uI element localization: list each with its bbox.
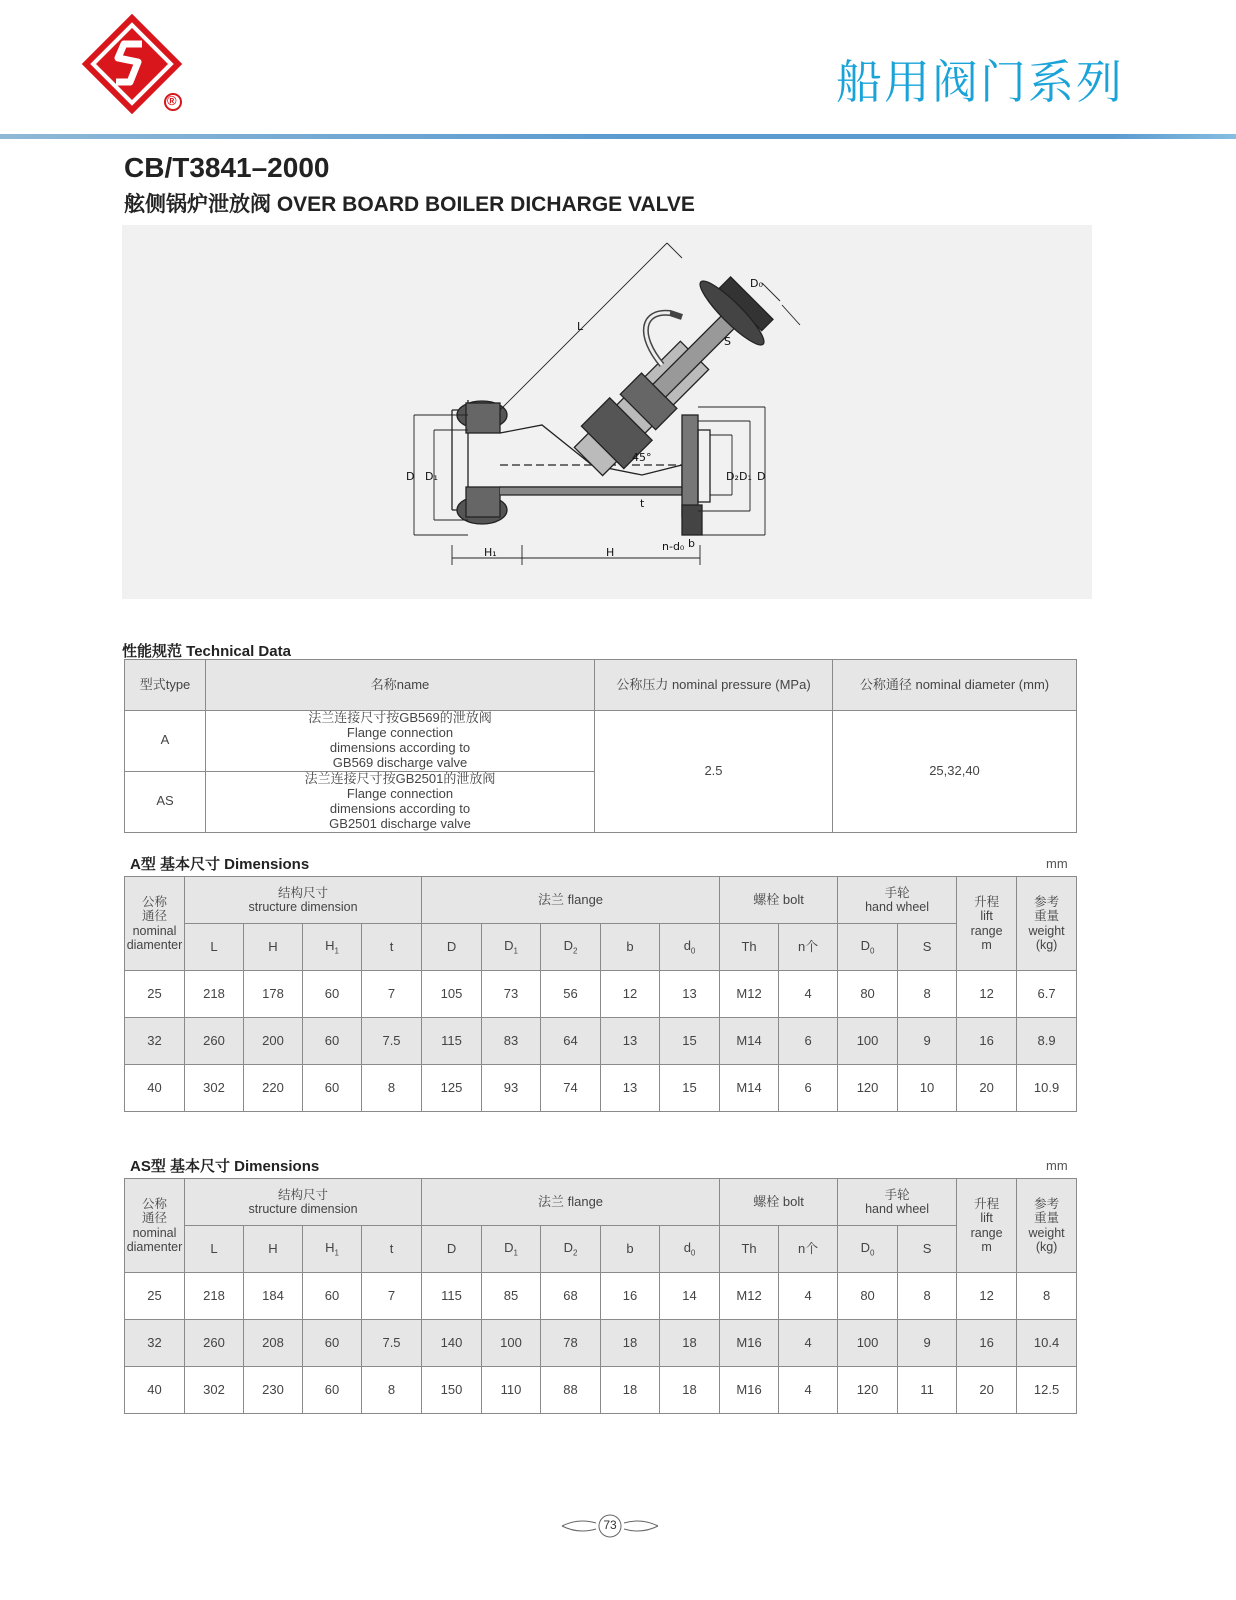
dim-label-D2: D₂ [726, 470, 739, 483]
table-cell: 16 [601, 1273, 660, 1320]
table-cell: 60 [303, 1065, 362, 1112]
col-D1-main: D [504, 1239, 514, 1255]
table-cell: 100 [482, 1320, 541, 1367]
col-n: n个 [779, 924, 838, 971]
dim-label-angle: 45° [632, 451, 652, 464]
table-cell: 20 [957, 1367, 1017, 1414]
table-cell: 78 [541, 1320, 601, 1367]
dim-label-D1-left: D₁ [425, 470, 438, 483]
col-Th: Th [720, 924, 779, 971]
tech-type: AS [125, 771, 206, 832]
table-cell: 150 [422, 1367, 482, 1414]
table-cell: 208 [244, 1320, 303, 1367]
lift-cn: 升程 [974, 1196, 1000, 1211]
structure-cn: 结构尺寸 [278, 1187, 329, 1202]
table-cell: 25 [125, 1273, 185, 1320]
table-cell: 15 [660, 1065, 720, 1112]
table-cell: 15 [660, 1018, 720, 1065]
header-divider [0, 134, 1236, 139]
col-lift-header [957, 877, 1017, 971]
tech-name-en: Flange connection dimensions according to GB2501 discharge valve [329, 785, 471, 831]
lift-cn: 升程 [974, 894, 1000, 909]
dim-label-D1-right: D₁ [739, 470, 752, 483]
table-row [125, 1320, 1077, 1367]
a-dimensions-table [124, 876, 1077, 1112]
dim-label-H1: H₁ [484, 546, 497, 559]
col-D0-sub: 0 [870, 1248, 875, 1258]
col-L: L [185, 1226, 244, 1273]
col-D1-main: D [504, 937, 514, 953]
col-D2-main: D [563, 1239, 573, 1255]
lift-en: lift range m [970, 909, 1003, 952]
handwheel-en: hand wheel [865, 900, 930, 914]
table-cell: 125 [422, 1065, 482, 1112]
table-cell: 9 [898, 1320, 957, 1367]
table-cell: 10.9 [1017, 1065, 1077, 1112]
col-D1 [482, 1226, 541, 1273]
col-H: H [244, 1226, 303, 1273]
table-cell: 4 [779, 971, 838, 1018]
table-cell: 7.5 [362, 1320, 422, 1367]
tech-header-name: 名称name [206, 660, 595, 711]
technical-data-title: 性能规范 Technical Data [122, 643, 291, 660]
table-cell: 60 [303, 1018, 362, 1065]
col-D0 [838, 924, 898, 971]
as-unit: mm [1046, 1158, 1068, 1173]
table-cell: 120 [838, 1065, 898, 1112]
table-cell: 60 [303, 1273, 362, 1320]
col-D: D [422, 924, 482, 971]
handwheel-cn: 手轮 [884, 1187, 910, 1202]
col-d0-main: d [683, 1239, 691, 1255]
table-cell: 68 [541, 1273, 601, 1320]
col-D0-main: D [860, 1239, 871, 1255]
table-cell: 140 [422, 1320, 482, 1367]
table-cell: 11 [898, 1367, 957, 1414]
col-D0 [838, 1226, 898, 1273]
as-dimensions-title: AS型 基本尺寸 Dimensions [130, 1158, 320, 1175]
table-cell: M14 [720, 1018, 779, 1065]
table-cell: 18 [601, 1367, 660, 1414]
table-cell: 10 [898, 1065, 957, 1112]
table-cell: 100 [838, 1018, 898, 1065]
table-cell: 178 [244, 971, 303, 1018]
col-D1-sub: 1 [513, 1248, 518, 1258]
table-row [125, 1273, 1077, 1320]
tech-diameters: 25,32,40 [833, 711, 1077, 833]
company-logo [80, 14, 192, 114]
product-name: 舷侧锅炉泄放阀 OVER BOARD BOILER DICHARGE VALVE [124, 193, 695, 216]
table-cell: 115 [422, 1273, 482, 1320]
standard-code: CB/T3841–2000 [124, 152, 330, 183]
tech-type: A [125, 711, 206, 772]
table-row [125, 971, 1077, 1018]
dim-label-D-left: D [406, 470, 415, 483]
table-cell: 60 [303, 1367, 362, 1414]
table-cell: M14 [720, 1065, 779, 1112]
weight-en: weight (kg) [1028, 1225, 1065, 1254]
col-lift-header [957, 1179, 1017, 1273]
table-cell: 60 [303, 971, 362, 1018]
nominal-cn: 公称通径 [141, 1196, 167, 1226]
col-t: t [362, 1226, 422, 1273]
table-cell: 13 [660, 971, 720, 1018]
col-D2-sub: 2 [572, 1248, 578, 1258]
tech-name [206, 771, 595, 832]
table-cell: 7 [362, 1273, 422, 1320]
table-cell: 218 [185, 1273, 244, 1320]
col-d0 [660, 1226, 720, 1273]
tech-name-cn: 法兰连接尺寸按GB569的泄放阀 [308, 710, 492, 725]
table-cell: 16 [957, 1320, 1017, 1367]
col-flange-header: 法兰 flange [422, 877, 720, 924]
table-cell: 12 [957, 1273, 1017, 1320]
table-cell: 20 [957, 1065, 1017, 1112]
table-cell: 8 [898, 1273, 957, 1320]
col-H: H [244, 924, 303, 971]
technical-data-table [124, 659, 1077, 833]
table-cell: 73 [482, 971, 541, 1018]
page-number: 73 [603, 1518, 617, 1532]
table-cell: 8.9 [1017, 1018, 1077, 1065]
table-cell: 230 [244, 1367, 303, 1414]
table-cell: 18 [660, 1367, 720, 1414]
table-cell: 184 [244, 1273, 303, 1320]
col-H1-main: H [325, 937, 335, 953]
col-d0-main: d [683, 937, 691, 953]
dim-label-D0: D₀ [750, 277, 763, 290]
series-title: 船用阀门系列 [836, 55, 1124, 109]
table-cell: 4 [779, 1273, 838, 1320]
nominal-en: nominal diamenter [126, 923, 183, 952]
col-bolt-header: 螺栓 bolt [720, 877, 838, 924]
col-D2-sub: 2 [572, 946, 578, 956]
tech-name [206, 711, 595, 772]
dim-label-n-d0: n-d₀ [662, 540, 685, 553]
table-row [125, 711, 1077, 772]
dim-label-t: t [640, 497, 645, 510]
table-cell: 302 [185, 1065, 244, 1112]
table-cell: 10.4 [1017, 1320, 1077, 1367]
table-cell: 8 [362, 1367, 422, 1414]
col-D2 [541, 924, 601, 971]
table-cell: 25 [125, 971, 185, 1018]
registered-mark: ® [167, 93, 177, 108]
col-b: b [601, 924, 660, 971]
col-flange-header: 法兰 flange [422, 1179, 720, 1226]
table-cell: 12 [601, 971, 660, 1018]
table-row [125, 1367, 1077, 1414]
col-d0 [660, 924, 720, 971]
valve-drawing [122, 225, 1092, 599]
tech-header-pressure: 公称压力 nominal pressure (MPa) [595, 660, 833, 711]
table-cell: 18 [601, 1320, 660, 1367]
table-cell: 74 [541, 1065, 601, 1112]
col-t: t [362, 924, 422, 971]
dim-label-b: b [688, 537, 695, 550]
table-row [125, 1065, 1077, 1112]
table-cell: 105 [422, 971, 482, 1018]
weight-cn: 参考重量 [1034, 894, 1060, 924]
table-cell: 6.7 [1017, 971, 1077, 1018]
col-d0-sub: 0 [690, 1248, 696, 1258]
handwheel-cn: 手轮 [884, 885, 910, 900]
col-bolt-header: 螺栓 bolt [720, 1179, 838, 1226]
table-cell: 12.5 [1017, 1367, 1077, 1414]
nominal-en: nominal diamenter [126, 1225, 183, 1254]
table-cell: 56 [541, 971, 601, 1018]
col-nominal-header [125, 1179, 185, 1273]
table-cell: 4 [779, 1367, 838, 1414]
as-dimensions-table [124, 1178, 1077, 1414]
table-cell: 9 [898, 1018, 957, 1065]
table-cell: 218 [185, 971, 244, 1018]
table-cell: 8 [898, 971, 957, 1018]
table-cell: 80 [838, 1273, 898, 1320]
col-D0-main: D [860, 937, 871, 953]
table-cell: 16 [957, 1018, 1017, 1065]
col-H1-sub: 1 [334, 1248, 339, 1258]
col-nominal-header [125, 877, 185, 971]
table-cell: 4 [779, 1320, 838, 1367]
table-cell: M16 [720, 1320, 779, 1367]
weight-en: weight (kg) [1028, 923, 1065, 952]
table-cell: 260 [185, 1018, 244, 1065]
col-H1 [303, 1226, 362, 1273]
col-D1 [482, 924, 541, 971]
tech-name-en: Flange connection dimensions according to GB569 discharge valve [329, 724, 471, 770]
table-row [125, 1018, 1077, 1065]
table-cell: 80 [838, 971, 898, 1018]
table-cell: 88 [541, 1367, 601, 1414]
col-handwheel-header [838, 877, 957, 924]
table-cell: 40 [125, 1367, 185, 1414]
col-D2-main: D [563, 937, 573, 953]
col-H1 [303, 924, 362, 971]
table-cell: 40 [125, 1065, 185, 1112]
col-D1-sub: 1 [513, 946, 518, 956]
table-cell: 115 [422, 1018, 482, 1065]
dim-label-L: L [577, 320, 584, 333]
table-cell: 32 [125, 1320, 185, 1367]
tech-header-type: 型式type [125, 660, 206, 711]
tech-pressure: 2.5 [595, 711, 833, 833]
table-cell: 100 [838, 1320, 898, 1367]
col-H1-main: H [325, 1239, 335, 1255]
structure-cn: 结构尺寸 [278, 885, 329, 900]
valve-diagram-svg [122, 225, 1092, 599]
table-cell: 7 [362, 971, 422, 1018]
col-S: S [898, 924, 957, 971]
col-n: n个 [779, 1226, 838, 1273]
table-cell: 14 [660, 1273, 720, 1320]
table-cell: 6 [779, 1065, 838, 1112]
table-cell: 220 [244, 1065, 303, 1112]
table-cell: 200 [244, 1018, 303, 1065]
table-cell: M12 [720, 971, 779, 1018]
table-cell: 13 [601, 1018, 660, 1065]
table-cell: M12 [720, 1273, 779, 1320]
structure-en: structure dimension [248, 1202, 358, 1216]
col-L: L [185, 924, 244, 971]
table-cell: 8 [362, 1065, 422, 1112]
col-S: S [898, 1226, 957, 1273]
handwheel-en: hand wheel [865, 1202, 930, 1216]
col-b: b [601, 1226, 660, 1273]
col-H1-sub: 1 [334, 946, 339, 956]
dim-label-D-right: D [757, 470, 766, 483]
table-cell: 6 [779, 1018, 838, 1065]
col-weight-header [1017, 877, 1077, 971]
a-unit: mm [1046, 856, 1068, 871]
col-D0-sub: 0 [870, 946, 875, 956]
col-D2 [541, 1226, 601, 1273]
dim-label-H: H [606, 546, 615, 559]
page-number-badge [560, 1514, 660, 1538]
col-structure-header [185, 1179, 422, 1226]
table-cell: 60 [303, 1320, 362, 1367]
table-cell: 260 [185, 1320, 244, 1367]
tech-header-diameter: 公称通径 nominal diameter (mm) [833, 660, 1077, 711]
col-D: D [422, 1226, 482, 1273]
table-cell: 120 [838, 1367, 898, 1414]
col-weight-header [1017, 1179, 1077, 1273]
dim-label-S: S [724, 335, 731, 348]
table-cell: 302 [185, 1367, 244, 1414]
nominal-cn: 公称通径 [141, 894, 167, 924]
structure-en: structure dimension [248, 900, 358, 914]
a-dimensions-title: A型 基本尺寸 Dimensions [130, 856, 310, 873]
col-handwheel-header [838, 1179, 957, 1226]
table-cell: 64 [541, 1018, 601, 1065]
table-cell: 12 [957, 971, 1017, 1018]
table-cell: 32 [125, 1018, 185, 1065]
lift-en: lift range m [970, 1211, 1003, 1254]
table-cell: 8 [1017, 1273, 1077, 1320]
table-cell: 93 [482, 1065, 541, 1112]
tech-name-cn: 法兰连接尺寸按GB2501的泄放阀 [304, 770, 496, 786]
weight-cn: 参考重量 [1034, 1196, 1060, 1226]
col-structure-header [185, 877, 422, 924]
table-cell: 13 [601, 1065, 660, 1112]
table-cell: 110 [482, 1367, 541, 1414]
table-cell: 7.5 [362, 1018, 422, 1065]
table-cell: 83 [482, 1018, 541, 1065]
col-d0-sub: 0 [690, 946, 696, 956]
table-cell: 18 [660, 1320, 720, 1367]
table-cell: M16 [720, 1367, 779, 1414]
col-Th: Th [720, 1226, 779, 1273]
table-cell: 85 [482, 1273, 541, 1320]
